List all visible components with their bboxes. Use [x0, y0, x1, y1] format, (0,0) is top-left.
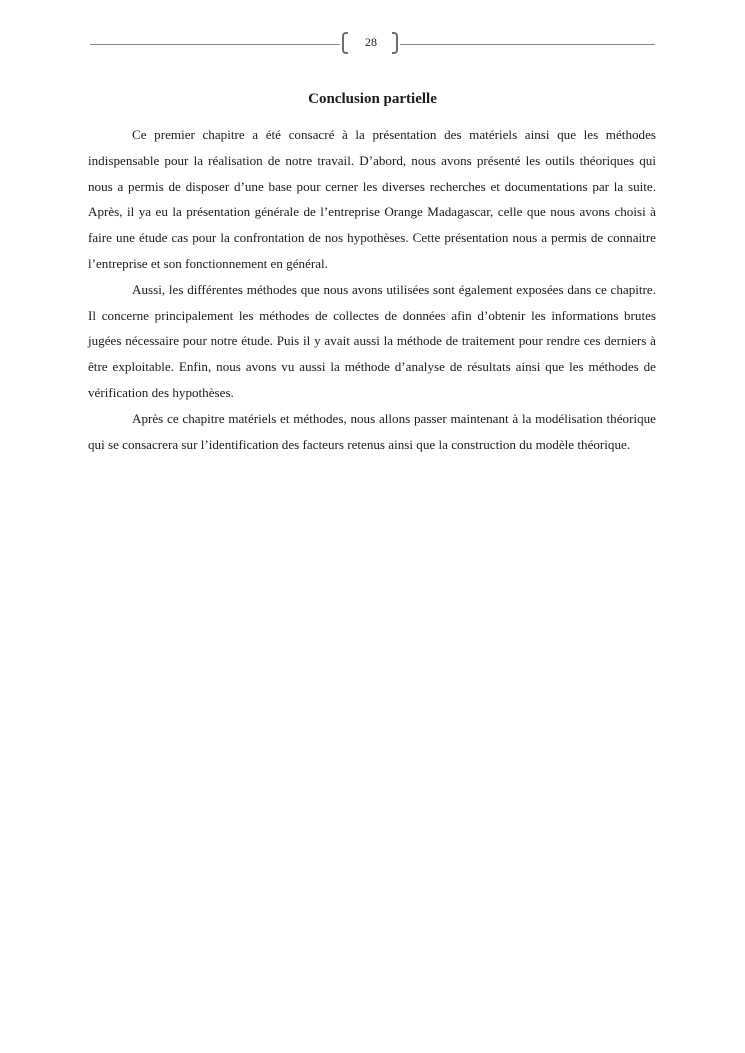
paragraph: Après ce chapitre matériels et méthodes, nous allons passer maintenant à la modélisation théorique qui se consacrera sur l’identification des facteurs retenus ainsi que la construction du modèle théorique. — [88, 410, 656, 452]
page-number: 28 — [365, 35, 377, 49]
right-bracket-icon — [392, 32, 398, 54]
body-text — [88, 122, 656, 457]
paragraph: Ce premier chapitre a été consacré à la présentation des matériels ainsi que les méthodes indispensable pour la réalisation de notre travail. D’abord, nous avons présenté les outils théoriques qui nous a permis de disposer d’une base pour cerner les diverses recherches et documentations par la suite. Après, il ya eu la présentation générale de l’entreprise Orange Madagascar, celle que nous avons choisi à faire une étude cas pour la confrontation de nos hypothèses. Cette présentation nous a permis de connaitre l’entreprise et son fonctionnement en général. — [88, 127, 656, 271]
section-title: Conclusion partielle — [308, 91, 437, 107]
header-rule-right — [400, 44, 655, 45]
left-bracket-icon — [342, 32, 348, 54]
header-rule-left — [90, 44, 340, 45]
paragraph: Aussi, les différentes méthodes que nous avons utilisées sont également exposées dans ce chapitre. Il concerne principalement les méthodes de collectes de données afin d’obtenir les informations brutes jugées nécessaire pour notre étude. Puis il y avait aussi la méthode de traitement pour rendre ces derniers à être exploitable. Enfin, nous avons vu aussi la méthode d’analyse de résultats ainsi que les méthodes de vérification des hypothèses. — [88, 281, 656, 400]
page-header — [90, 30, 655, 58]
